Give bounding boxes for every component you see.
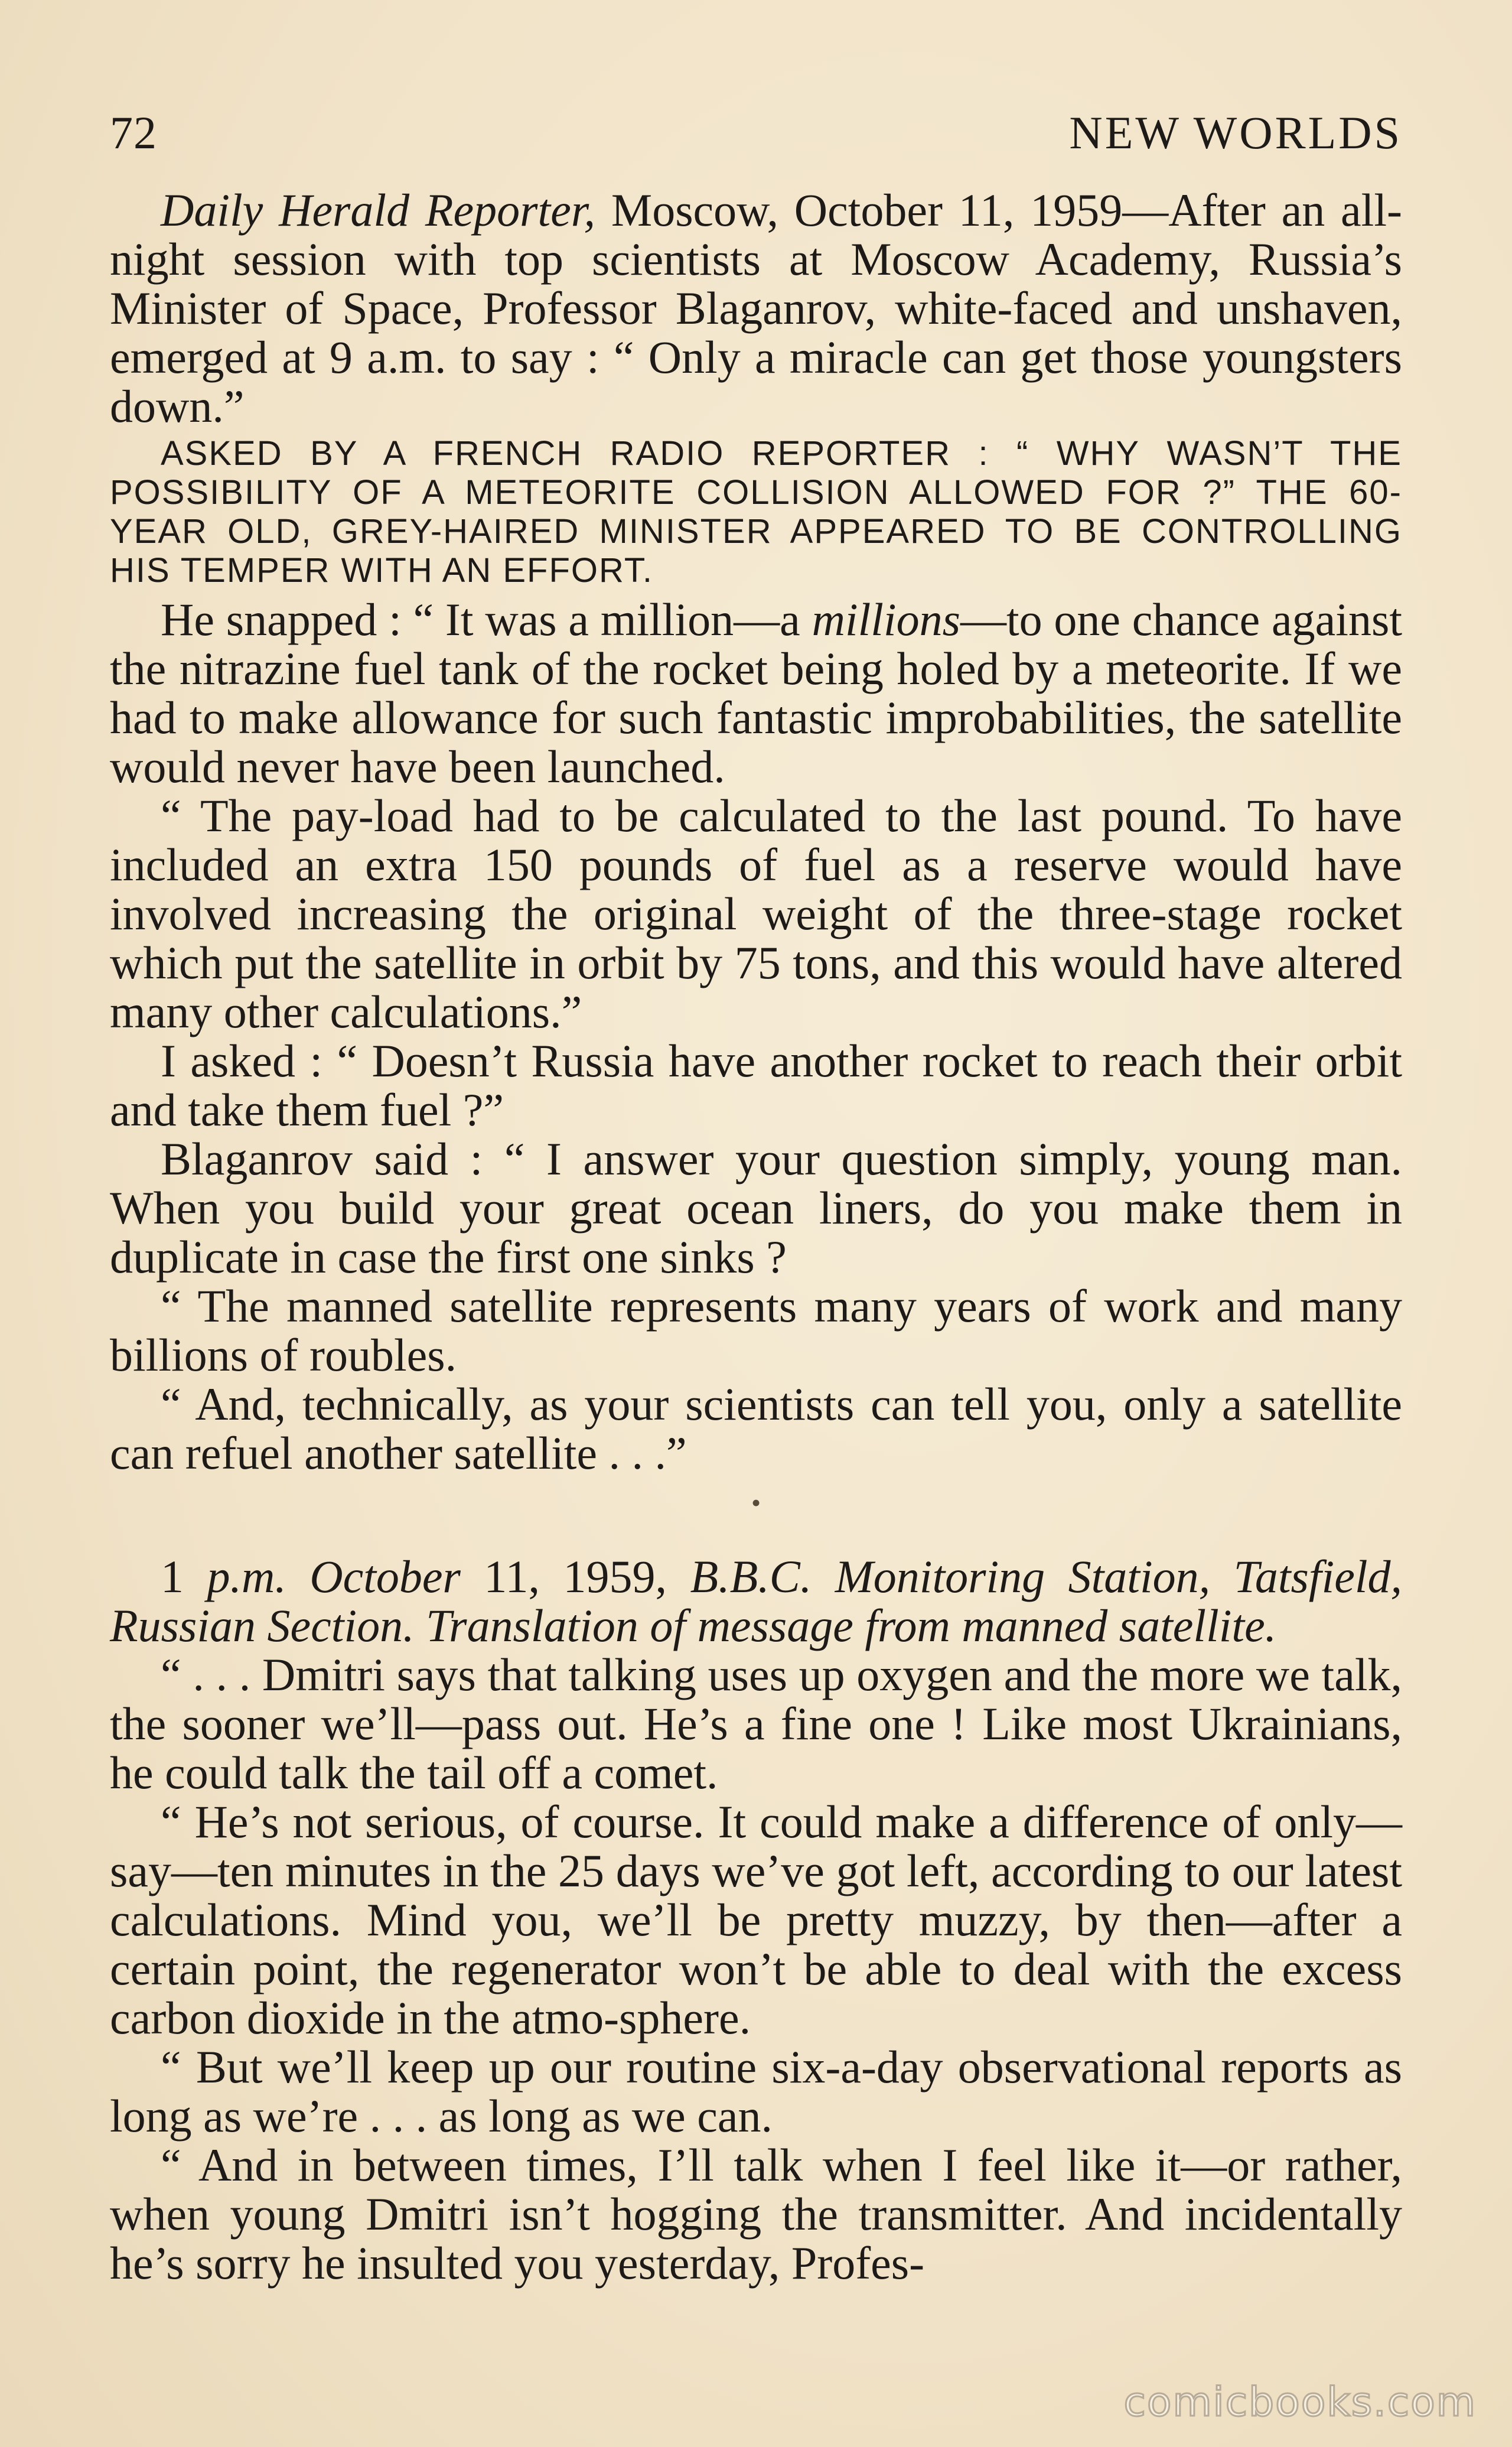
section-daily-herald (110, 186, 1402, 1478)
paragraph: “ But we’ll keep up our routine six-a-day observational reports as long as we’re . . . as long as we can. (110, 2041, 1402, 2142)
watermark: comicbooks.com (1123, 2379, 1477, 2426)
paragraph: Daily Herald Reporter, Moscow, October 11, 1959—After an all-night session with top scientists at Moscow Academy, Russia’s Minister of Space, Professor Blaganrov, white-faced and unshaven, emerged at 9 a.m. to say : “ Only a miracle can get those youngsters down.” (110, 184, 1402, 432)
section-separator: • (751, 1488, 761, 1518)
section-bbc-monitoring (110, 1552, 1402, 2287)
emphasis: millions (812, 594, 960, 645)
book-page (110, 106, 1402, 2287)
paragraph: I asked : “ Doesn’t Russia have another rocket to reach their orbit and take them fuel ?” (110, 1035, 1402, 1135)
dateline: 1 p.m. October 11, 1959, B.B.C. Monitoring Station, Tatsfield, Russian Section. Translation of message from manned satellite. (110, 1551, 1403, 1651)
page-header (110, 106, 1402, 160)
source-credit: Daily Herald Reporter, (161, 184, 596, 236)
running-title: NEW WORLDS (1069, 107, 1402, 158)
paragraph: “ The manned satellite represents many years of work and many billions of roubles. (110, 1280, 1402, 1381)
paragraph: “ . . . Dmitri says that talking uses up oxygen and the more we talk, the sooner we’ll—pass out. He’s a fine one ! Like most Ukrainians, he could talk the tail off a comet. (110, 1649, 1402, 1798)
paragraph: “ He’s not serious, of course. It could make a difference of only—say—ten minutes in the 25 days we’ve got left, according to our latest calculations. Mind you, we’ll be pretty muzzy, by then—after a certain point, the regenerator won’t be able to deal with the excess carbon dioxide in the atmo-sphere. (110, 1796, 1402, 2043)
paragraph: “ And in between times, I’ll talk when I feel like it—or rather, when young Dmitri isn’t hogging the transmitter. And incidentally he’s sorry he insulted you yesterday, Profes- (110, 2139, 1402, 2289)
paragraph: He snapped : “ It was a million—a millions—to one chance against the nitrazine fuel tank of the rocket being holed by a meteorite. If we had to make allowance for such fantastic improbabilities, the satellite would never have been launched. (110, 594, 1402, 792)
caps-paragraph: ASKED BY A FRENCH RADIO REPORTER : “ WHY WASN’T THE POSSIBILITY OF A METEORITE COLLISION ALLOWED FOR ?” THE 60-YEAR OLD, GREY-HAIRED MINISTER APPEARED TO BE CONTROLLING HIS TEMPER WITH AN EFFORT. (110, 434, 1402, 590)
paragraph: “ And, technically, as your scientists can tell you, only a satellite can refuel another satellite . . .” (110, 1378, 1402, 1479)
page-number: 72 (110, 107, 157, 158)
paragraph: “ The pay-load had to be calculated to the last pound. To have included an extra 150 pounds of fuel as a reserve would have involved increasing the original weight of the three-stage rocket which put the satellite in orbit by 75 tons, and this would have altered many other calculations.” (110, 790, 1402, 1037)
paragraph: Blaganrov said : “ I answer your question simply, young man. When you build your great ocean liners, do you make them in duplicate in case the first one sinks ? (110, 1133, 1402, 1283)
separator-gap (110, 1528, 1402, 1552)
